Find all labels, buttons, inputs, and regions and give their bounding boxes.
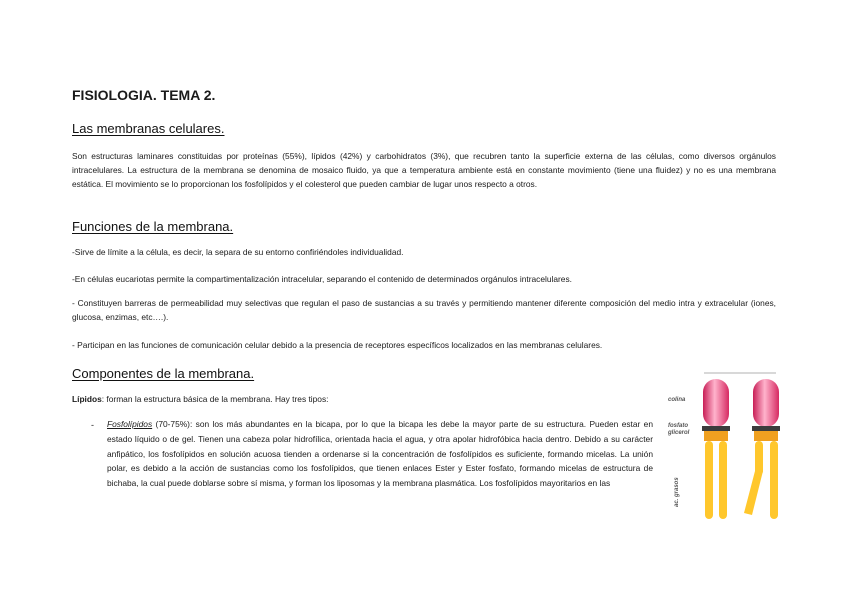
tail-right-bent-lower bbox=[744, 471, 763, 515]
heading-membranas-celulares: Las membranas celulares. bbox=[72, 121, 225, 136]
lipids-paragraph bbox=[72, 392, 652, 406]
phospholipid-illustration bbox=[668, 367, 818, 529]
label-ac-grasos: ac. grasos bbox=[674, 477, 680, 507]
function-item-1: -Sirve de límite a la célula, es decir, la separa de su entorno confiriéndoles individualidad. bbox=[72, 247, 404, 257]
phospholipids-paragraph bbox=[107, 417, 653, 491]
function-item-4: - Participan en las funciones de comunicación celular debido a la presencia de receptores específicos localizados en las membranas celulares. bbox=[72, 340, 603, 350]
phosphate-left bbox=[702, 426, 730, 431]
label-colina: colina bbox=[668, 397, 686, 403]
heading-componentes: Componentes de la membrana. bbox=[72, 366, 255, 381]
glycerol-left bbox=[704, 431, 728, 441]
phospholipids-text: (70-75%): son los más abundantes en la bicapa, por lo que la bicapa les debe la mayor parte de su estructura. Pueden estar en estado líquido o de gel. Tienen una cabeza polar hidrofílica, orientada hacia el agua, y otra apolar hidrofóbica hacia dentro. Debido a su carácter anfipático, los fosfolípidos en solución acuosa tienden a ordenarse si la concentración de fosfolípidos es suficiente, formando micelas. La unión polar, es debido a la acción de sustancias como los fosfolípidos, que tienen enlaces Ester y Ester fosfato, formando micelas de estructura de bichaba, la cual puede doblarse sobre sí misma, y forman los liposomas y la membrana plasmática. Los fosfolípidos mayoritarios en las bbox=[107, 419, 653, 489]
function-item-2: -En células eucariotas permite la compartimentalización intracelular, separando el contenido de determinados orgánulos intracelulares. bbox=[72, 274, 572, 284]
choline-head-right bbox=[753, 379, 779, 427]
glycerol-right bbox=[754, 431, 778, 441]
phospholipid-figure bbox=[668, 367, 818, 529]
phospholipids-term: Fosfolípidos bbox=[107, 419, 153, 429]
phospholipid-left bbox=[702, 379, 730, 519]
lipids-label: Lípidos bbox=[72, 394, 102, 404]
bullet-marker: - bbox=[91, 420, 94, 430]
heading-funciones: Funciones de la membrana. bbox=[72, 219, 234, 234]
label-glicerol: glicerol bbox=[668, 430, 690, 436]
tail-left-2 bbox=[719, 441, 727, 519]
function-item-3: - Constituyen barreras de permeabilidad muy selectivas que regulan el paso de sustancias a su través y permitiendo mantener diferente composición del medio intra y extracelular (iones, glucosa, enzimas, etc….). bbox=[72, 298, 776, 323]
paragraph-membranas-intro: Son estructuras laminares constituidas por proteínas (55%), lípidos (42%) y carbohidratos (3%), que recubren tanto la superficie externa de las células, como diversos orgánulos intracelulares. La estructura de la membrana se denomina de mosaico fluido, ya que a temperatura ambiente está en constante movimiento (tiene una fluidez) y no es una membrana estática. El movimiento se lo proporcionan los fosfolípidos y el colesterol que pueden cambiar de lugar unos respecto a otros. bbox=[72, 151, 776, 190]
document-title: FISIOLOGIA. TEMA 2. bbox=[72, 87, 216, 103]
lipids-text: : forman la estructura básica de la membrana. Hay tres tipos: bbox=[101, 394, 329, 404]
phosphate-right bbox=[752, 426, 780, 431]
choline-head-left bbox=[703, 379, 729, 427]
tail-right-bent-upper bbox=[755, 441, 763, 475]
tail-left-1 bbox=[705, 441, 713, 519]
label-fosfato: fosfato bbox=[668, 423, 688, 429]
phospholipid-right bbox=[744, 379, 780, 519]
tail-right-straight bbox=[770, 441, 778, 519]
